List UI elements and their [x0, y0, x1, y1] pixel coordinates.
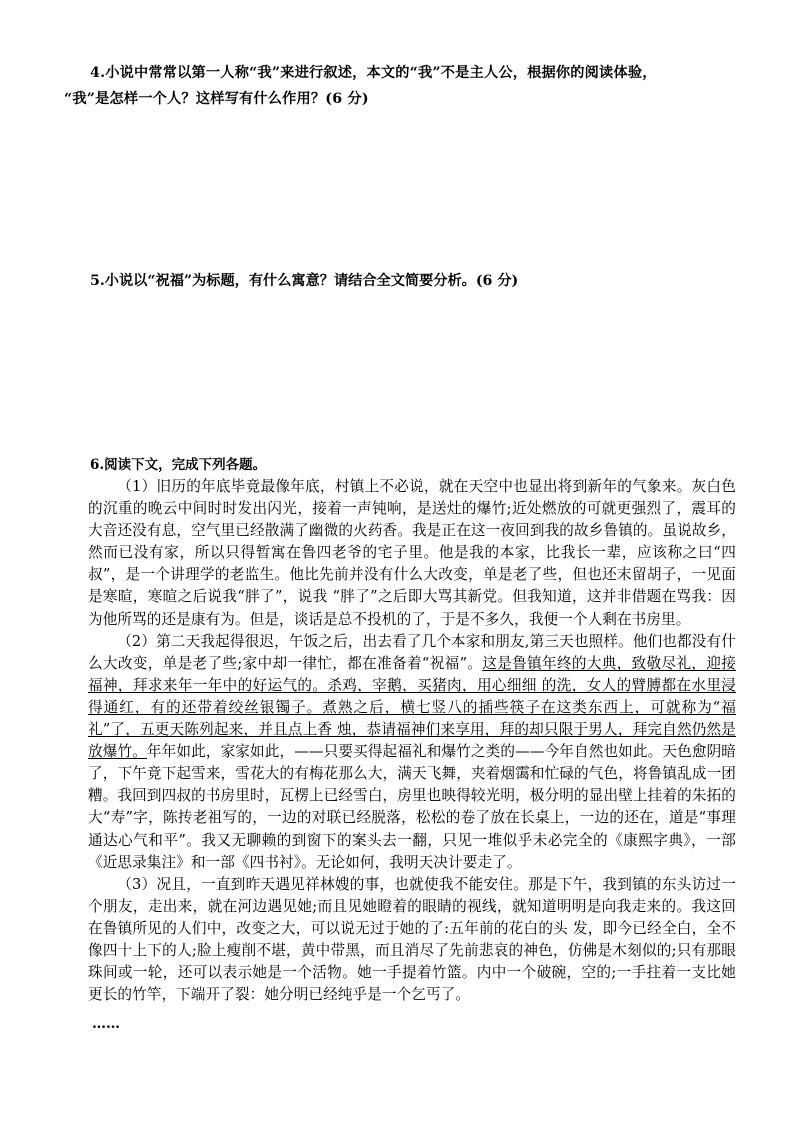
- question-4-line-2: “我”是怎样一个人？这样写有什么作用？(6 分): [64, 91, 369, 107]
- passage-paragraph-2: [88, 631, 736, 874]
- reading-passage: [88, 476, 736, 1006]
- question-6-heading: 6.阅读下文，完成下列各题。: [90, 457, 267, 473]
- paragraph-2-rest: 年年如此，家家如此，——只要买得起福礼和爆竹之类的——今年自然也如此。天色愈阴暗了，下午竟下起雪来，雪花大的有梅花那么大，满天飞舞，夹着烟霭和忙碌的气色，将鲁镇乱成一团糟。我回到四叔的书房里时，瓦楞上已经雪白，房里也映得较光明，极分明的显出壁上挂着的朱拓的大“寿”字，陈抟老祖写的，一边的对联已经脱落，松松的卷了放在长桌上，一边的还在，道是“事理通达心气和平”。我又无聊赖的到窗下的案头去一翻，只见一堆似乎未必完全的《康熙字典》，一部《近思录集注》和一部《四书衬》。无论如何，我明天决计要走了。: [88, 743, 736, 871]
- paragraph-2-intro: （2）第二天我起得很迟，午饭之后，出去看了几个本家和朋友,第三天也照样。他们也都没有什么大改变，单是老了些;家中却一律忙，都在准备着“祝福”。: [88, 632, 736, 672]
- question-4: [64, 60, 740, 112]
- passage-paragraph-3: （3）况且，一直到昨天遇见祥林嫂的事，也就使我不能安住。那是下午，我到镇的东头访过一个朋友，走出来，就在河边遇见她;而且见她瞪着的眼睛的视线，就知道明明是向我走来的。我这回在鲁镇所见的人们中，改变之大，可以说无过于她的了:五年前的花白的头 发，即今已经全白，全不像四十上下的人;脸上瘦削不堪，黄中带黑，而且消尽了先前悲哀的神色，仿佛是木刻似的;只有那眼珠间或一轮，还可以表示她是一个活物。她一手提着竹篮。内中一个破碗，空的;一手拄着一支比她更长的竹竿，下端开了裂：她分明已经纯乎是一个乞丐了。: [88, 875, 736, 1004]
- passage-paragraph-1: （1）旧历的年底毕竟最像年底，村镇上不必说，就在天空中也显出将到新年的气象来。灰白色的沉重的晚云中间时时发出闪光，接着一声钝响，是送灶的爆竹;近处燃放的可就更强烈了，震耳的大音还没有息，空气里已经散满了幽微的火药香。我是正在这一夜回到我的故乡鲁镇的。虽说故乡，然而已没有家，所以只得暂寓在鲁四老爷的宅子里。他是我的本家，比我长一辈，应该称之曰“四叔”，是一个讲理学的老监生。他比先前并没有什么大改变，单是老了些，但也还末留胡子，一见面是寒暄，寒暄之后说我“胖了”，说我 “胖了”之后即大骂其新党。但我知道，这并非借题在骂我：因为他所骂的还是康有为。但是，谈话是总不投机的了，于是不多久，我便一个人剩在书房里。: [88, 478, 736, 628]
- ellipsis: ……: [92, 1016, 120, 1032]
- question-5: 5.小说以“祝福”为标题，有什么寓意？请结合全文简要分析。(6 分): [90, 273, 519, 289]
- question-4-line-1: 4.小说中常常以第一人称“我”来进行叙述，本文的“我”不是主人公，根据你的阅读体验，: [90, 65, 657, 81]
- paragraph-2-underlined-sentence: 这是鲁镇年终的大典，致敬尽礼，迎接福神，拜求来年一年中的好运气的。杀鸡，宰鹅，买猪肉，用心细细 的洗，女人的臂膊都在水里浸得通红，有的还带着绞丝银镯子。煮熟之后，横七竖八的插些筷子在这类东西上，可就称为“福礼”了，五更天陈列起来，并且点上香 烛，恭请福神们来享用，拜的却只限于男人，拜完自然仍然是放爆竹。: [88, 654, 737, 761]
